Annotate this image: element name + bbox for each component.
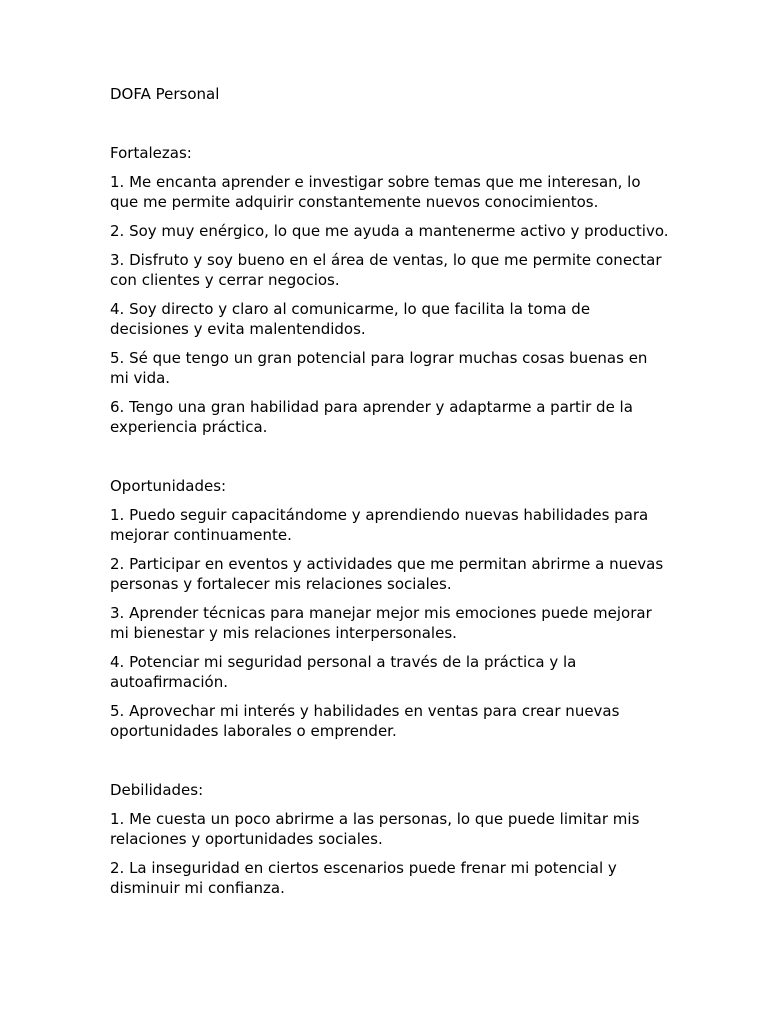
section-fortalezas [110, 143, 670, 437]
document-page [110, 84, 670, 907]
list-item: 1. Me cuesta un poco abrirme a las personas, lo que puede limitar mis relaciones y oportunidades sociales. [110, 810, 640, 848]
list-item: 2. Participar en eventos y actividades que me permitan abrirme a nuevas personas y fortalecer mis relaciones sociales. [110, 555, 664, 593]
list-item: 2. La inseguridad en ciertos escenarios puede frenar mi potencial y disminuir mi confianza. [110, 859, 617, 897]
list-item: 2. Soy muy enérgico, lo que me ayuda a mantenerme activo y productivo. [110, 222, 669, 240]
section-oportunidades [110, 476, 670, 741]
document-title: DOFA Personal [110, 85, 220, 103]
section-heading: Fortalezas: [110, 144, 192, 162]
section-heading: Oportunidades: [110, 477, 227, 495]
list-item: 3. Disfruto y soy bueno en el área de ventas, lo que me permite conectar con clientes y cerrar negocios. [110, 251, 662, 289]
list-item: 5. Aprovechar mi interés y habilidades en ventas para crear nuevas oportunidades laborales o emprender. [110, 702, 620, 740]
list-item: 3. Aprender técnicas para manejar mejor mis emociones puede mejorar mi bienestar y mis relaciones interpersonales. [110, 604, 652, 642]
section-debilidades [110, 780, 670, 898]
list-item: 6. Tengo una gran habilidad para aprender y adaptarme a partir de la experiencia práctica. [110, 398, 633, 436]
section-heading: Debilidades: [110, 781, 204, 799]
list-item: 1. Me encanta aprender e investigar sobre temas que me interesan, lo que me permite adquirir constantemente nuevos conocimientos. [110, 173, 641, 211]
list-item: 4. Soy directo y claro al comunicarme, lo que facilita la toma de decisiones y evita malentendidos. [110, 300, 591, 338]
list-item: 1. Puedo seguir capacitándome y aprendiendo nuevas habilidades para mejorar continuamente. [110, 506, 649, 544]
list-item: 5. Sé que tengo un gran potencial para lograr muchas cosas buenas en mi vida. [110, 349, 648, 387]
list-item: 4. Potenciar mi seguridad personal a través de la práctica y la autoafirmación. [110, 653, 577, 691]
